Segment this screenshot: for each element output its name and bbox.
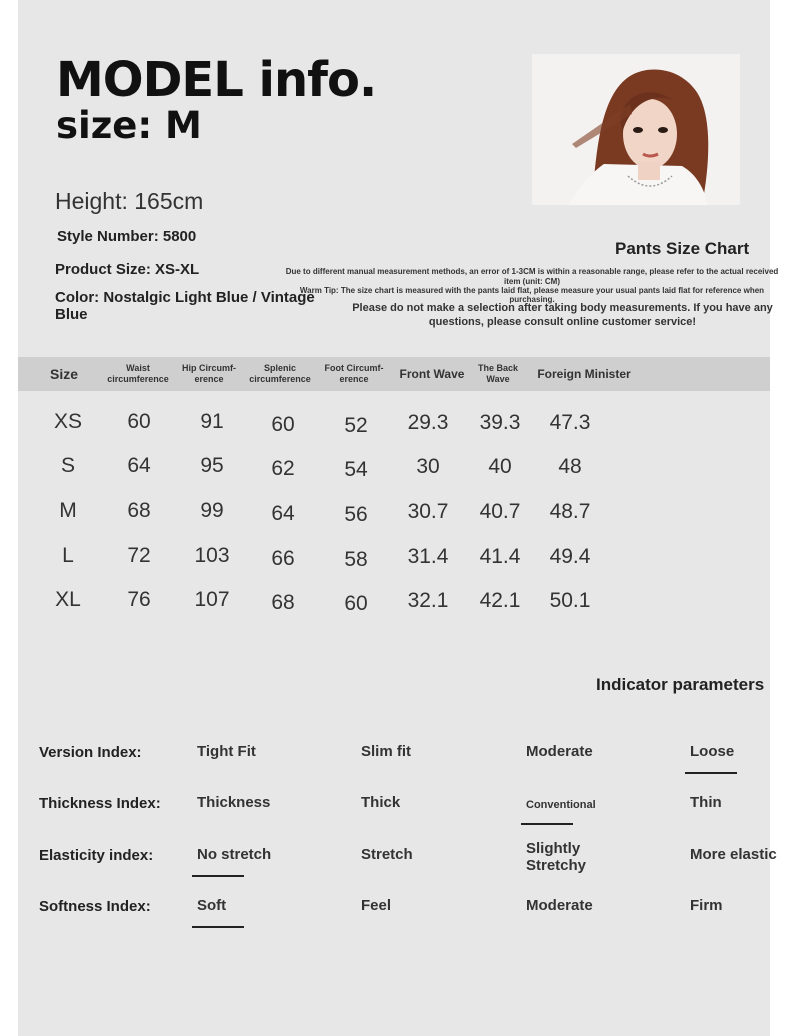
indicator-option: Slightly Stretchy: [526, 840, 587, 874]
size-label: S: [60, 454, 75, 477]
indicator-option: Stretch: [361, 846, 413, 863]
size-value: 76: [127, 588, 151, 611]
indicator-option: Firm: [690, 897, 723, 914]
size-value: 30: [416, 455, 440, 478]
indicator-option: Moderate: [526, 743, 593, 760]
size-value: 40.7: [479, 500, 521, 523]
indicator-option: Thick: [361, 794, 401, 811]
style-number: Style Number: 5800: [57, 228, 197, 245]
indicator-option: No stretch: [197, 846, 272, 863]
size-value: 64: [127, 454, 151, 477]
selected-underline: [685, 772, 737, 774]
size-chart-title: Pants Size Chart: [615, 239, 750, 258]
size-value: 60: [271, 413, 295, 436]
size-value: 66: [271, 547, 295, 570]
model-height: Height: 165cm: [55, 188, 204, 214]
size-value: 42.1: [479, 589, 521, 612]
column-header: Front Wave: [399, 366, 465, 381]
indicator-option: Feel: [361, 897, 392, 914]
size-value: 103: [194, 544, 230, 567]
selection-note: Please do not make a selection after taking body measurements. If you have any questions, please consult online customer service!: [352, 302, 773, 328]
indicator-option: More elastic: [690, 846, 777, 863]
indicator-title: Indicator parameters: [596, 675, 765, 694]
selected-underline: [192, 926, 244, 928]
indicator-label: Elasticity index:: [39, 847, 154, 864]
size-value: 68: [127, 499, 151, 522]
size-value: 91: [200, 410, 224, 433]
indicator-label: Version Index:: [39, 744, 142, 761]
size-label: XS: [53, 410, 82, 433]
column-header: The Back Wave: [477, 363, 519, 384]
indicator-option: Moderate: [526, 897, 593, 914]
column-header: Foreign Minister: [537, 366, 631, 381]
indicator-option: Tight Fit: [197, 743, 256, 760]
indicator-option: Thin: [690, 794, 722, 811]
indicator-label: Thickness Index:: [39, 795, 161, 812]
size-value: 60: [344, 592, 368, 615]
column-header: Splenic circumference: [249, 363, 311, 384]
size-value: 50.1: [549, 589, 591, 612]
size-value: 52: [344, 414, 368, 437]
column-header: Size: [49, 365, 78, 382]
size-label: XL: [55, 588, 81, 611]
size-value: 41.4: [479, 545, 521, 568]
indicator-option: Thickness: [197, 794, 271, 811]
indicator-option: Loose: [690, 743, 735, 760]
size-value: 58: [344, 548, 368, 571]
size-value: 31.4: [407, 545, 449, 568]
size-value: 56: [344, 503, 368, 526]
product-color: Color: Nostalgic Light Blue / Vintage Blue: [55, 289, 315, 323]
size-value: 49.4: [549, 545, 591, 568]
size-value: 62: [271, 457, 295, 480]
size-value: 47.3: [549, 411, 591, 434]
size-value: 60: [127, 410, 151, 433]
indicator-option: Slim fit: [361, 743, 412, 760]
size-value: 54: [344, 458, 368, 481]
size-value: 107: [194, 588, 230, 611]
selected-underline: [521, 823, 573, 825]
size-value: 48.7: [549, 500, 591, 523]
model-size: size: M: [56, 104, 202, 147]
size-value: 40: [488, 455, 512, 478]
indicator-option: Soft: [197, 897, 227, 914]
product-size: Product Size: XS-XL: [55, 261, 200, 278]
size-value: 68: [271, 591, 295, 614]
size-value: 72: [127, 544, 151, 567]
selected-underline: [192, 875, 244, 877]
indicator-label: Softness Index:: [39, 898, 151, 915]
measurement-note: Due to different manual measurement methods, an error of 1-3CM is within a reasonable range, please refer to the actual received item (unit: CM): [285, 267, 779, 286]
model-portrait-icon: [532, 54, 740, 205]
size-value: 29.3: [407, 411, 449, 434]
size-label: M: [59, 499, 77, 522]
size-value: 39.3: [479, 411, 521, 434]
indicator-option: Conventional: [526, 799, 596, 811]
size-value: 64: [271, 502, 295, 525]
size-table-header: [18, 357, 770, 391]
column-header: Waist circumference: [107, 363, 169, 384]
size-value: 48: [558, 455, 582, 478]
size-value: 95: [200, 454, 224, 477]
column-header: Hip Circumf-erence: [182, 363, 236, 384]
warm-tip-note: Warm Tip: The size chart is measured with the pants laid flat, please measure your usual pants laid flat for reference when purchasing.: [299, 286, 765, 304]
column-header: Foot Circumf-erence: [324, 363, 384, 384]
size-value: 30.7: [407, 500, 449, 523]
size-value: 32.1: [407, 589, 449, 612]
size-label: L: [62, 544, 74, 567]
size-value: 99: [200, 499, 224, 522]
page-title: MODEL info.: [56, 52, 377, 108]
